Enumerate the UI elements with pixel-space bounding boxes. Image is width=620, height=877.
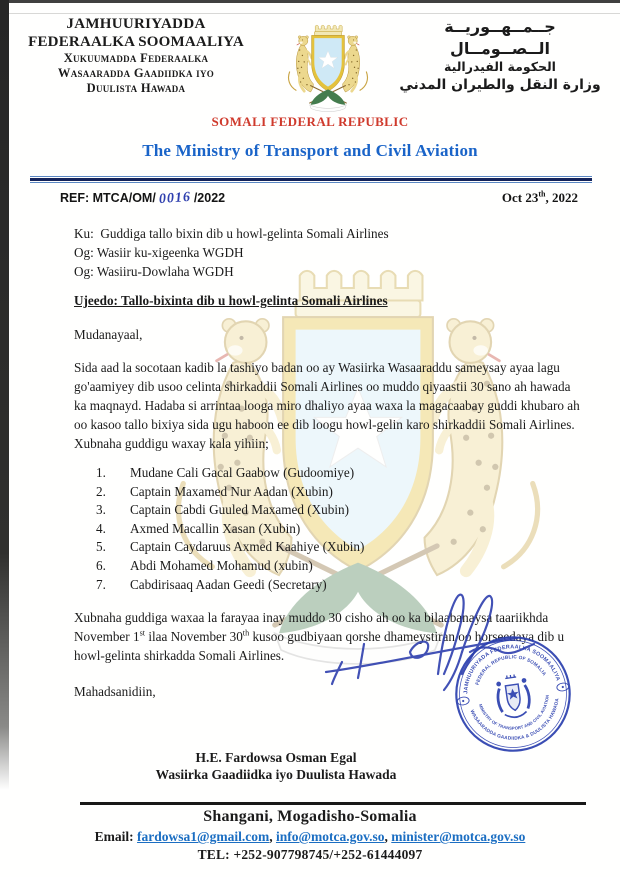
letterhead-line: Duulista Hawada <box>86 80 186 95</box>
list-number: 4. <box>96 520 106 536</box>
footer <box>0 808 620 863</box>
arabic-line: جــمــهــوريــة الــصــومــال <box>444 17 556 58</box>
somalia-coat-of-arms-icon <box>282 18 374 114</box>
arabic-line: وزارة النقل والطيران المدني <box>399 77 601 94</box>
ordinal-sup: th <box>242 628 250 638</box>
reference-row <box>60 190 578 207</box>
email-separator: , <box>384 829 392 845</box>
stamp-ring-bottom-inner: MINISTRY OF TRANSPORT AND CIVIL AVIATION <box>477 694 550 731</box>
republic-line: SOMALI FEDERAL REPUBLIC <box>211 114 409 129</box>
date-main: Oct 23 <box>501 190 539 205</box>
letterhead-line: Xukuumadda Federaalka <box>63 51 209 66</box>
letterhead-line: FEDERAALKA SOOMAALIYA <box>28 33 244 50</box>
committee-members-list <box>74 464 586 594</box>
salutation: Mudanayaal, <box>74 327 143 342</box>
ref-prefix: REF: MTCA/OM/ <box>60 191 156 205</box>
signer-title: Wasiirka Gaadiidka iyo Duulista Hawada <box>155 767 397 783</box>
member-name: Abdi Mohamed Mohamud (xubin) <box>130 557 313 573</box>
member-name: Mudane Cali Gacal Gaabow (Gudoomiye) <box>130 465 355 480</box>
email-link-fardowsa[interactable]: fardowsa1@gmail.com <box>137 829 270 845</box>
cc-line: Og: Wasiir ku-xigeenka WGDH <box>74 245 244 260</box>
stamp-ring-bottom-outer: WASAARADDA GAADIIDKA & DUULISTA HAWADA <box>468 697 561 742</box>
reference-number <box>60 191 225 207</box>
list-number: 1. <box>96 465 106 480</box>
footer-email-line <box>0 829 620 845</box>
ordinal-sup: st <box>139 628 146 638</box>
member-name: Captain Cabdi Guuled Maxamed (Xubin) <box>130 502 350 518</box>
paragraph-1: Sida aad la socotaan kadib la tashiyo badan oo ay Wasiirka Wasaaraddu sameysay ayaa lagu go'aamiyey dib usoo celinta shirkaddii Somali Airlines oo muddo qiyaastii 30 sano ah hawada ka maqnayd. Hadaba si arrintaa looga miro dhaliyo ayaa waxa la magacaabay guddi khubaro ah oo kasoo tallo bixiya sida ugu haboon ee dib loogu howl-gelin karo shirkaddii Somali Airlines. Xubnaha guddigu waxay kala yihiin; <box>74 360 580 451</box>
signer-name: H.E. Fardowsa Osman Egal <box>195 750 357 766</box>
list-number: 2. <box>96 483 106 499</box>
paragraph-2-text: kusoo gudbiyaan qorshe dhameystiran oo horseedaya dib u howl-gelinta shirkadda Somali Airlines. <box>74 629 565 664</box>
to-line: Ku: Guddiga tallo bixin dib u howl-gelinta Somali Airlines <box>74 226 389 241</box>
ministry-round-stamp <box>441 622 586 767</box>
letterhead-line: JAMHUURIYADDA <box>66 16 206 32</box>
list-item <box>74 538 586 557</box>
stamp-ring-top-outer: JAMHUURIYADA FEDERAALKA SOOMAALIYA <box>463 644 561 694</box>
member-name: Axmed Macallin Xasan (Xubin) <box>130 520 301 536</box>
email-link-info[interactable]: info@motca.gov.so <box>275 829 385 845</box>
list-item <box>74 483 586 502</box>
letterhead <box>0 0 620 106</box>
ministry-title: The Ministry of Transport and Civil Aviation <box>142 141 478 160</box>
footer-tel-line: TEL: +252-907798745/+252-61444097 <box>197 847 423 863</box>
paragraph-2-text: Xubnaha guddiga waxaa la farayaa inay muddo 30 cisho ah oo ka bilaabanaysa taariikhda November 1 <box>74 610 549 645</box>
list-item <box>74 557 586 576</box>
footer-address: Shangani, Mogadisho-Somalia <box>203 808 417 826</box>
header-divider-rule <box>30 176 592 183</box>
list-item <box>74 520 586 539</box>
email-link-minister[interactable]: minister@motca.gov.so <box>391 829 526 845</box>
closing-line: Mahadsanidiin, <box>74 684 156 700</box>
letterhead-line: Wasaaradda Gaadiidka iyo <box>57 66 215 81</box>
list-item <box>74 576 586 595</box>
arabic-line: الحكومة الفيدرالية <box>444 59 556 75</box>
stamp-ring-top-inner: FEDERAL REPUBLIC OF SOMALIA <box>475 655 547 686</box>
list-item <box>74 464 586 483</box>
recipients-block <box>74 224 586 281</box>
list-number: 3. <box>96 502 106 518</box>
email-label: Email: <box>94 829 134 845</box>
subject-line: Ujeedo: Tallo-bixinta dib u howl-gelinta Somali Airlines <box>74 293 388 308</box>
ref-number-handwritten: 0016 <box>158 189 192 208</box>
member-name: Captain Caydaruus Axmed Kaahiye (Xubin) <box>130 539 365 555</box>
list-number: 5. <box>96 539 106 555</box>
letterhead-somali-block <box>28 16 244 96</box>
list-item <box>74 501 586 520</box>
member-name: Cabdirisaaq Aadan Geedi (Secretary) <box>130 576 327 592</box>
list-number: 7. <box>96 576 106 592</box>
letterhead-arabic-block <box>392 16 608 95</box>
ref-suffix: /2022 <box>193 191 226 205</box>
date-ordinal: th <box>538 189 546 199</box>
paragraph-2-text: ilaa November 30 <box>145 629 243 645</box>
date-year: , 2022 <box>545 190 578 205</box>
list-number: 6. <box>96 557 106 573</box>
email-separator: , <box>269 829 276 845</box>
cc-line: Og: Wasiiru-Dowlaha WGDH <box>74 264 234 279</box>
letter-date <box>502 190 578 206</box>
footer-rule <box>80 802 586 805</box>
signer-block <box>66 750 486 783</box>
member-name: Captain Maxamed Nur Aadan (Xubin) <box>130 483 333 499</box>
